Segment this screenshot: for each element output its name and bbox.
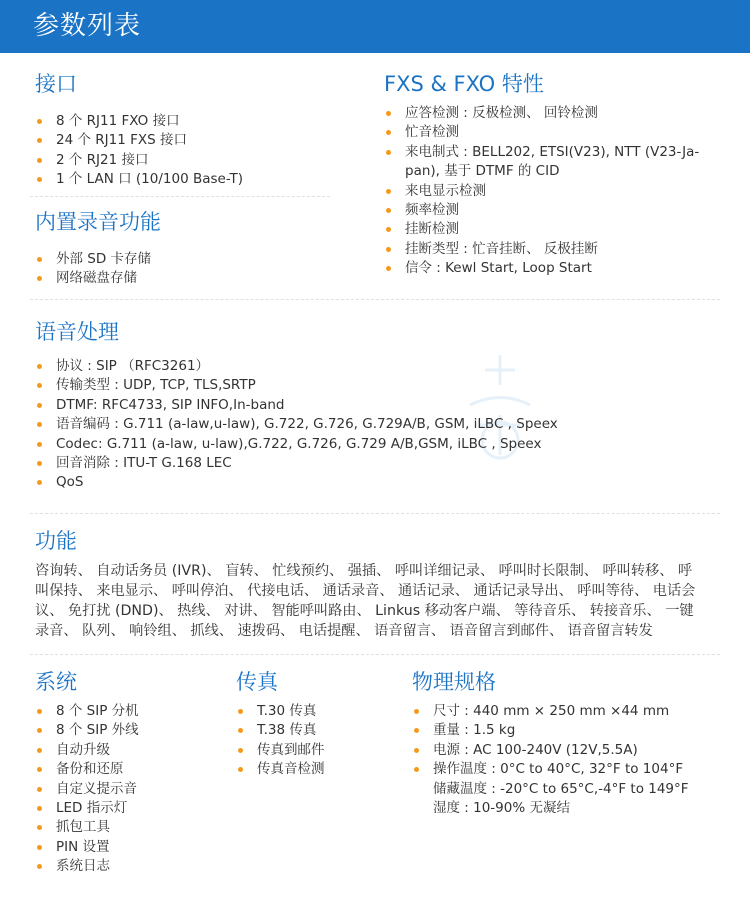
bullet-icon <box>37 461 42 466</box>
bullet-icon <box>37 364 42 369</box>
bullet-icon <box>37 864 42 869</box>
list-item: DTMF: RFC4733, SIP INFO,In-band <box>35 396 735 415</box>
voice-section <box>35 318 735 493</box>
bullet-icon <box>386 150 391 155</box>
list-item: 传真音检测 <box>236 760 396 779</box>
list-item: 重量 : 1.5 kg <box>412 721 732 740</box>
bullet-icon <box>37 138 42 143</box>
storage-temperature: 储藏温度 : -20°C to 65°C,-4°F to 149°F <box>433 780 689 797</box>
list-item: 备份和还原 <box>35 760 225 779</box>
list-item: 8 个 RJ11 FXO 接口 <box>35 112 365 131</box>
bullet-icon <box>238 728 243 733</box>
list-item: Codec: G.711 (a-law, u-law),G.722, G.726, G.729 A/B,GSM, iLBC , Speex <box>35 435 735 454</box>
fxs-fxo-list <box>384 104 724 279</box>
bullet-icon <box>238 709 243 714</box>
list-item: 1 个 LAN 口 (10/100 Base-T) <box>35 170 365 189</box>
bullet-icon <box>414 728 419 733</box>
divider <box>30 513 720 514</box>
list-item: 外部 SD 卡存储 <box>35 250 365 269</box>
features-title: 功能 <box>35 529 77 553</box>
list-item: 忙音检测 <box>384 123 724 142</box>
divider <box>30 299 720 300</box>
list-item: 8 个 SIP 外线 <box>35 721 225 740</box>
divider <box>30 654 720 655</box>
list-item: 来电制式 : BELL202, ETSI(V23), NTT (V23-Ja- pan), 基于 DTMF 的 CID <box>384 143 724 182</box>
bullet-icon <box>37 787 42 792</box>
list-item: 自定义提示音 <box>35 780 225 799</box>
bullet-icon <box>386 247 391 252</box>
list-item: 挂断类型 : 忙音挂断、 反极挂断 <box>384 240 724 259</box>
physical-title: 物理规格 <box>412 670 496 694</box>
list-item: PIN 设置 <box>35 838 225 857</box>
list-item: 电源 : AC 100-240V (12V,5.5A) <box>412 741 732 760</box>
list-item: 挂断检测 <box>384 220 724 239</box>
recording-section <box>35 208 365 289</box>
features-paragraph <box>35 561 725 641</box>
physical-list <box>412 702 732 780</box>
voice-title: 语音处理 <box>35 320 119 344</box>
features-line: 咨询转、 自动话务员 (IVR)、 盲转、 忙线预约、 强插、 呼叫详细记录、 呼叫时长限制、 呼叫转移、 呼 <box>35 563 693 579</box>
humidity: 湿度 : 10-90% 无凝结 <box>433 800 570 817</box>
bullet-icon <box>386 111 391 116</box>
list-item: 自动升级 <box>35 741 225 760</box>
fxs-fxo-section <box>384 70 724 279</box>
physical-section <box>412 668 732 818</box>
system-list <box>35 702 225 877</box>
bullet-icon <box>37 177 42 182</box>
fax-list <box>236 702 396 780</box>
bullet-icon <box>37 383 42 388</box>
list-item: 尺寸 : 440 mm × 250 mm ×44 mm <box>412 702 732 721</box>
fax-section <box>236 668 396 780</box>
system-section <box>35 668 225 877</box>
bullet-icon <box>386 266 391 271</box>
features-line: 叫保持、 来电显示、 呼叫停泊、 代接电话、 通话录音、 通话记录、 通话记录导出、 呼叫等待、 电话会 <box>35 583 696 599</box>
bullet-icon <box>37 728 42 733</box>
bullet-icon <box>37 403 42 408</box>
list-item: LED 指示灯 <box>35 799 225 818</box>
recording-list <box>35 250 365 289</box>
recording-title: 内置录音功能 <box>35 210 161 234</box>
list-item: 语音编码 : G.711 (a-law,u-law), G.722, G.726, G.729A/B, GSM, iLBC , Speex <box>35 415 735 434</box>
bullet-icon <box>37 422 42 427</box>
bullet-icon <box>37 119 42 124</box>
list-item: 2 个 RJ21 接口 <box>35 151 365 170</box>
list-item: 来电显示检测 <box>384 182 724 201</box>
features-line: 录音、 队列、 响铃组、 抓线、 速拨码、 电话提醒、 语音留言、 语音留言到邮件、 语音留言转发 <box>35 623 653 639</box>
bullet-icon <box>386 130 391 135</box>
page-title: 参数列表 <box>33 11 142 41</box>
bullet-icon <box>238 748 243 753</box>
bullet-icon <box>37 442 42 447</box>
list-item: T.30 传真 <box>236 702 396 721</box>
voice-list <box>35 357 735 493</box>
bullet-icon <box>37 845 42 850</box>
bullet-icon <box>414 748 419 753</box>
bullet-icon <box>37 480 42 485</box>
bullet-icon <box>37 748 42 753</box>
features-section <box>35 527 735 641</box>
list-item: 操作温度 : 0°C to 40°C, 32°F to 104°F <box>412 760 732 779</box>
bullet-icon <box>37 806 42 811</box>
bullet-icon <box>414 709 419 714</box>
list-item: 传输类型 : UDP, TCP, TLS,SRTP <box>35 376 735 395</box>
list-item: 8 个 SIP 分机 <box>35 702 225 721</box>
bullet-icon <box>414 767 419 772</box>
list-item: T.38 传真 <box>236 721 396 740</box>
list-item: 协议 : SIP （RFC3261） <box>35 357 735 376</box>
bullet-icon <box>37 158 42 163</box>
bullet-icon <box>386 227 391 232</box>
list-item: 传真到邮件 <box>236 741 396 760</box>
interface-section <box>35 70 365 190</box>
bullet-icon <box>386 189 391 194</box>
bullet-icon <box>37 767 42 772</box>
list-item: 抓包工具 <box>35 818 225 837</box>
interface-list <box>35 112 365 190</box>
features-line: 议、 免打扰 (DND)、 热线、 对讲、 智能呼叫路由、 Linkus 移动客户端、 等待音乐、 转接音乐、 一键 <box>35 603 694 619</box>
list-item: 频率检测 <box>384 201 724 220</box>
list-item: 回音消除 : ITU-T G.168 LEC <box>35 454 735 473</box>
fxs-fxo-title: FXS & FXO 特性 <box>384 72 544 96</box>
bullet-icon <box>37 276 42 281</box>
divider <box>30 196 330 197</box>
list-item: 系统日志 <box>35 857 225 876</box>
system-title: 系统 <box>35 670 77 694</box>
fax-title: 传真 <box>236 670 278 694</box>
list-item: 网络磁盘存储 <box>35 269 365 288</box>
list-item: 信令 : Kewl Start, Loop Start <box>384 259 724 278</box>
bullet-icon <box>37 709 42 714</box>
list-item: 应答检测 : 反极检测、 回铃检测 <box>384 104 724 123</box>
bullet-icon <box>238 767 243 772</box>
interface-title: 接口 <box>35 72 77 96</box>
list-item: 24 个 RJ11 FXS 接口 <box>35 131 365 150</box>
bullet-icon <box>386 208 391 213</box>
bullet-icon <box>37 825 42 830</box>
bullet-icon <box>37 257 42 262</box>
list-item: QoS <box>35 473 735 492</box>
